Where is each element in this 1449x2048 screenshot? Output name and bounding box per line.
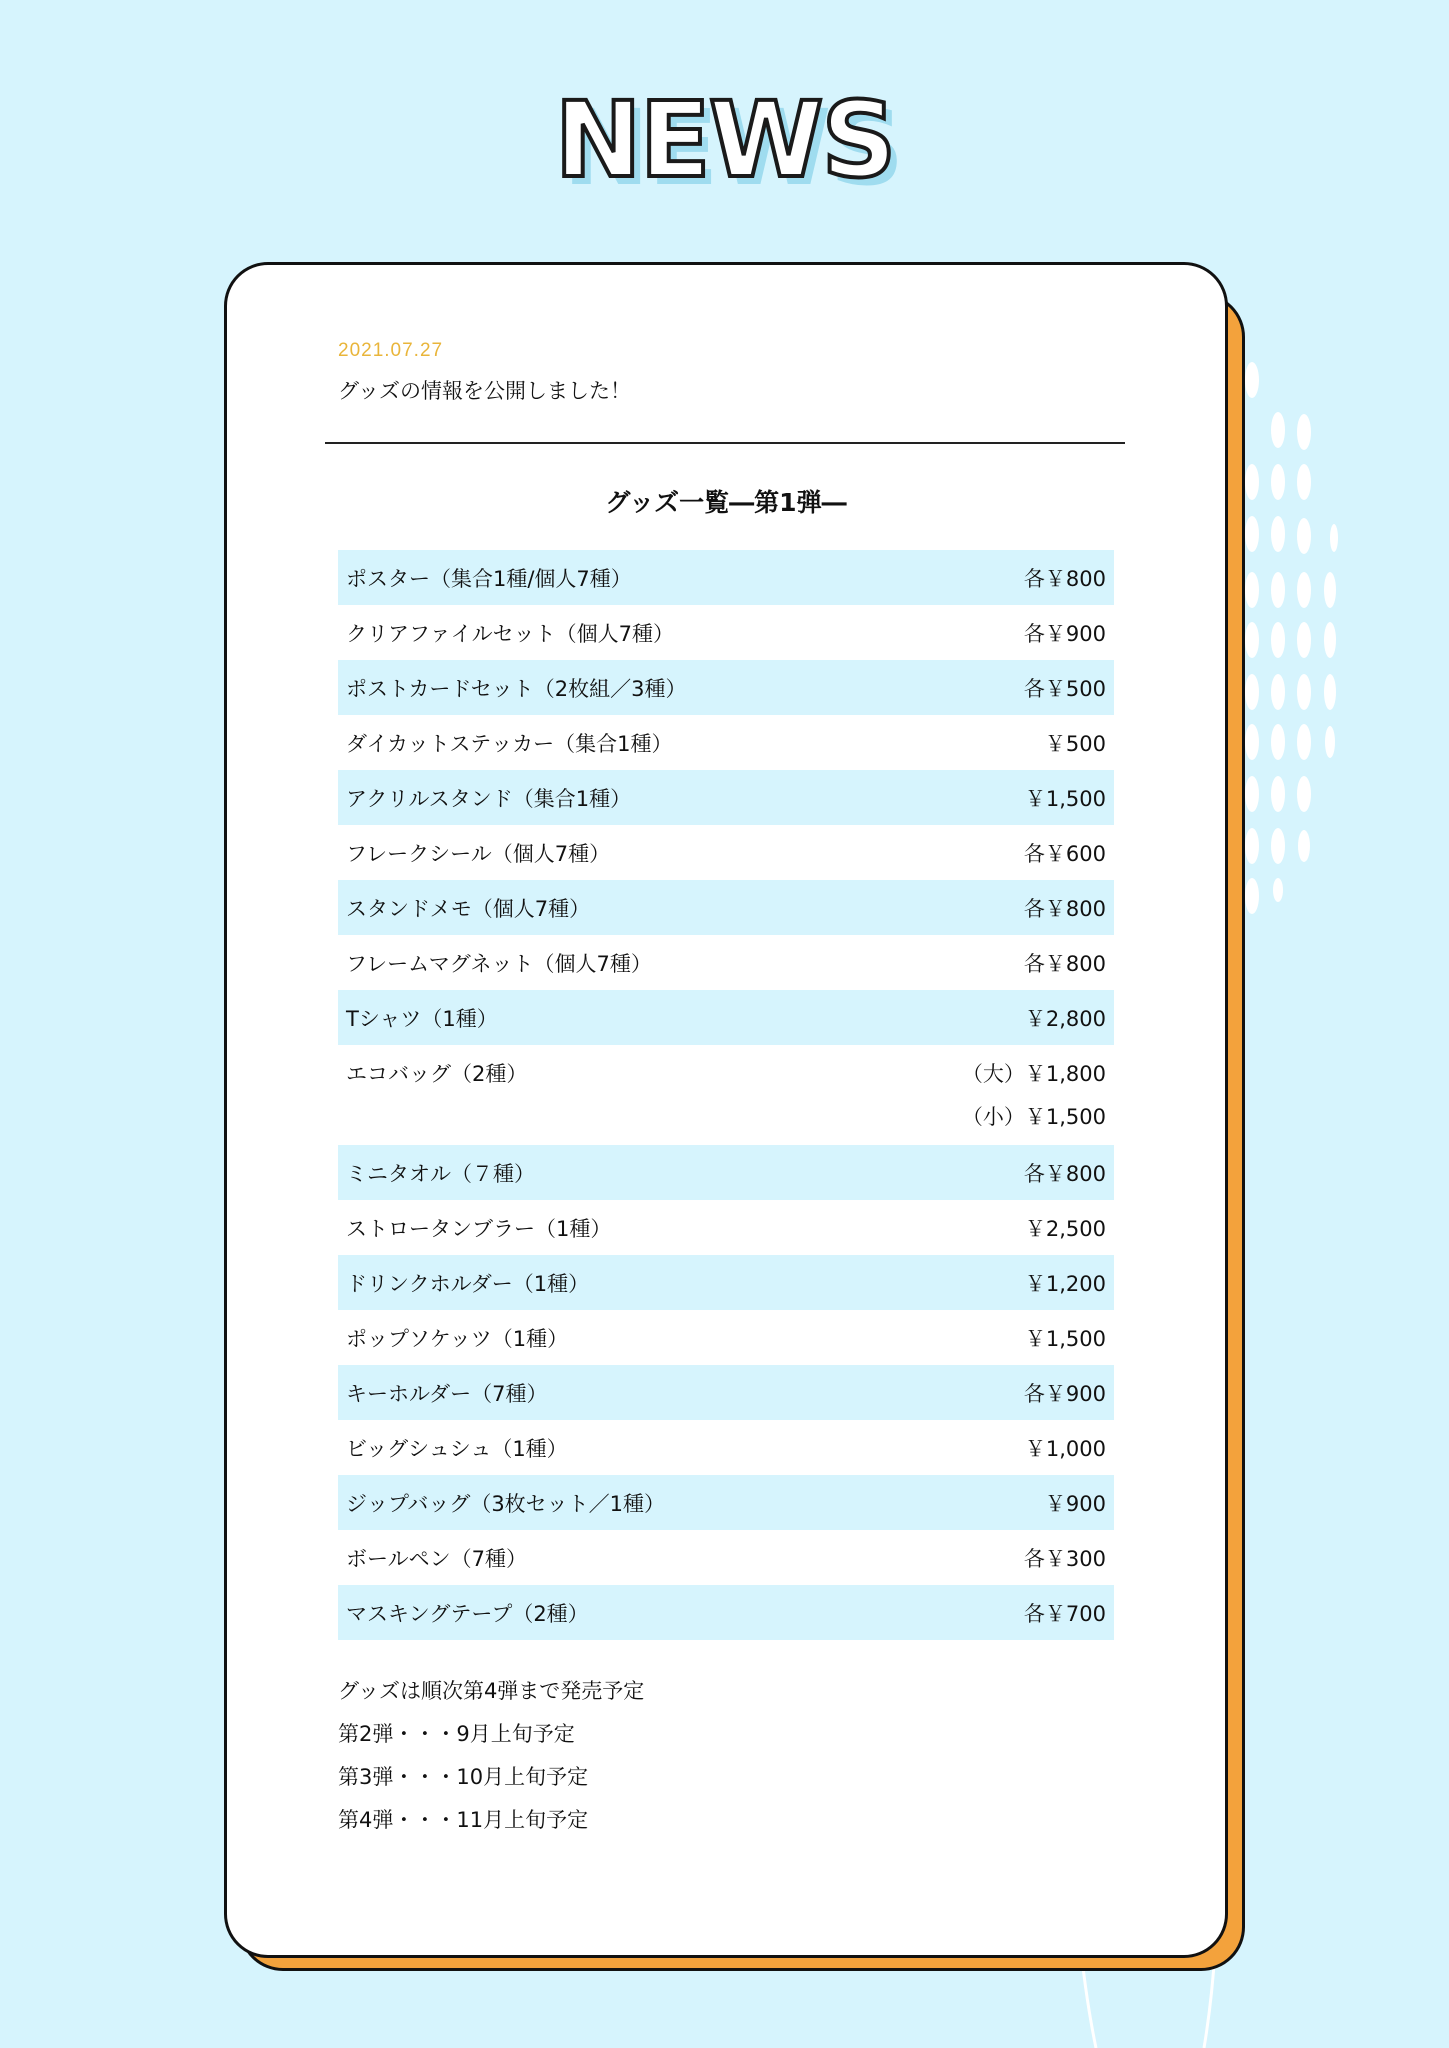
goods-table bbox=[338, 550, 1114, 1640]
table-row bbox=[338, 1365, 1114, 1420]
item-name: ドリンクホルダー（1種） bbox=[346, 1271, 590, 1296]
item-price: ￥1,500 bbox=[1024, 786, 1106, 811]
item-name: ジップバッグ（3枚セット／1種） bbox=[346, 1491, 666, 1516]
item-name: ストロータンブラー（1種） bbox=[346, 1216, 612, 1241]
table-row bbox=[338, 1310, 1114, 1365]
item-price-large: （大）￥1,800 bbox=[961, 1062, 1106, 1086]
item-name: フレークシール（個人7種） bbox=[346, 841, 611, 866]
item-price: 各￥900 bbox=[1023, 621, 1106, 646]
item-price: 各￥700 bbox=[1023, 1601, 1106, 1626]
news-headline: グッズの情報を公開しました！ bbox=[338, 379, 631, 403]
item-name: キーホルダー（7種） bbox=[346, 1381, 548, 1406]
item-price: 各￥900 bbox=[1023, 1381, 1106, 1406]
item-price-small: （小）￥1,500 bbox=[961, 1105, 1106, 1129]
release-notes bbox=[338, 1670, 644, 1842]
item-price: 各￥500 bbox=[1023, 676, 1106, 701]
table-row bbox=[338, 880, 1114, 935]
item-price: 各￥300 bbox=[1023, 1546, 1106, 1571]
item-price: 各￥800 bbox=[1023, 951, 1106, 976]
page-title: NEWS bbox=[554, 79, 895, 201]
release-note: グッズは順次第4弾まで発売予定 bbox=[338, 1679, 645, 1703]
news-date: 2021.07.27 bbox=[338, 340, 444, 361]
item-name: アクリルスタンド（集合1種） bbox=[346, 786, 632, 811]
table-row bbox=[338, 1255, 1114, 1310]
goods-section-title: グッズ一覧―第1弾― bbox=[605, 488, 847, 517]
item-name: エコバッグ（2種） bbox=[346, 1062, 528, 1086]
release-note: 第2弾・・・9月上旬予定 bbox=[338, 1722, 575, 1746]
polka-dot-pattern bbox=[1245, 362, 1338, 914]
release-note: 第3弾・・・10月上旬予定 bbox=[338, 1765, 589, 1789]
item-name: ボールペン（7種） bbox=[346, 1546, 527, 1571]
table-row bbox=[338, 1420, 1114, 1475]
table-row bbox=[338, 1145, 1114, 1200]
item-name: ダイカットステッカー（集合1種） bbox=[346, 731, 673, 756]
item-name: スタンドメモ（個人7種） bbox=[346, 896, 591, 921]
item-name: クリアファイルセット（個人7種） bbox=[346, 621, 674, 646]
item-price: ￥900 bbox=[1044, 1491, 1106, 1516]
item-name: Tシャツ（1種） bbox=[346, 1006, 498, 1031]
item-price: 各￥800 bbox=[1023, 1161, 1106, 1186]
table-row bbox=[338, 660, 1114, 715]
table-row bbox=[338, 1200, 1114, 1255]
item-name: マスキングテープ（2種） bbox=[346, 1601, 589, 1626]
table-row bbox=[338, 1585, 1114, 1640]
table-row bbox=[338, 715, 1114, 770]
item-price: ￥500 bbox=[1044, 731, 1106, 756]
table-row bbox=[338, 1045, 1114, 1145]
table-row bbox=[338, 1530, 1114, 1585]
item-price: ￥1,200 bbox=[1024, 1271, 1106, 1296]
table-row bbox=[338, 825, 1114, 880]
item-price: ￥2,800 bbox=[1024, 1006, 1106, 1031]
table-row bbox=[338, 605, 1114, 660]
item-name: ポストカードセット（2枚組／3種） bbox=[346, 676, 687, 701]
item-name: ビッグシュシュ（1種） bbox=[346, 1436, 568, 1461]
table-row bbox=[338, 990, 1114, 1045]
item-name: ポップソケッツ（1種） bbox=[346, 1326, 569, 1351]
item-name: ポスター（集合1種/個人7種） bbox=[346, 566, 632, 591]
table-row bbox=[338, 770, 1114, 825]
item-price: ￥2,500 bbox=[1024, 1216, 1106, 1241]
item-name: ミニタオル（７種） bbox=[346, 1161, 535, 1186]
item-name: フレームマグネット（個人7種） bbox=[346, 951, 652, 976]
item-price: 各￥800 bbox=[1023, 896, 1106, 921]
table-row bbox=[338, 550, 1114, 605]
table-row bbox=[338, 1475, 1114, 1530]
news-card bbox=[224, 262, 1228, 1958]
release-note: 第4弾・・・11月上旬予定 bbox=[338, 1808, 589, 1832]
item-price: 各￥800 bbox=[1023, 566, 1106, 591]
item-price: ￥1,500 bbox=[1024, 1326, 1106, 1351]
table-row bbox=[338, 935, 1114, 990]
divider bbox=[325, 442, 1125, 444]
item-price: ￥1,000 bbox=[1024, 1436, 1106, 1461]
item-price-group bbox=[962, 1058, 1106, 1144]
item-price: 各￥600 bbox=[1023, 841, 1106, 866]
